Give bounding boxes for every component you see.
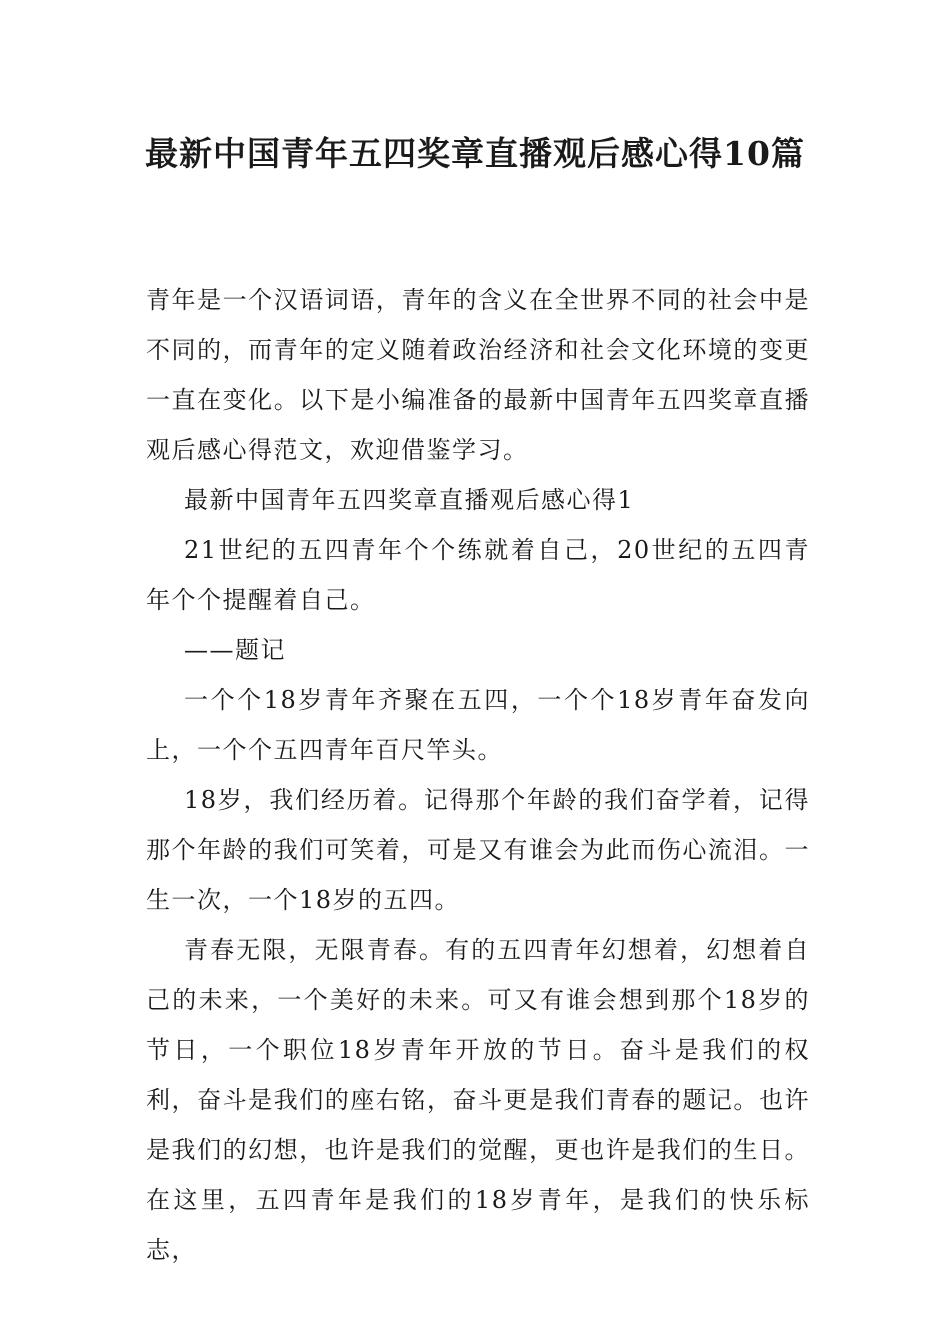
paragraph-epigraph-attribution: ——题记 xyxy=(184,636,286,664)
document-body xyxy=(146,275,810,1275)
paragraph-body: 一个个18岁青年齐聚在五四，一个个18岁青年奋发向上，一个个五四青年百尺竿头。 xyxy=(146,686,810,764)
paragraph-intro: 青年是一个汉语词语，青年的含义在全世界不同的社会中是不同的，而青年的定义随着政治经济和社会文化环境的变更一直在变化。以下是小编准备的最新中国青年五四奖章直播观后感心得范文，欢迎借鉴学习。 xyxy=(146,286,810,464)
paragraph-epigraph: 21世纪的五四青年个个练就着自己，20世纪的五四青年个个提醒着自己。 xyxy=(146,536,810,614)
document-title: 最新中国青年五四奖章直播观后感心得10篇 xyxy=(145,134,805,173)
paragraph-body: 青春无限，无限青春。有的五四青年幻想着，幻想着自己的未来，一个美好的未来。可又有谁会想到那个18岁的节日，一个职位18岁青年开放的节日。奋斗是我们的权利，奋斗是我们的座右铭，奋斗更是我们青春的题记。也许是我们的幻想，也许是我们的觉醒，更也许是我们的生日。在这里，五四青年是我们的18岁青年，是我们的快乐标志， xyxy=(146,936,810,1264)
paragraph-heading-1: 最新中国青年五四奖章直播观后感心得1 xyxy=(184,486,635,514)
paragraph-body: 18岁，我们经历着。记得那个年龄的我们奋学着，记得那个年龄的我们可笑着，可是又有谁会为此而伤心流泪。一生一次，一个18岁的五四。 xyxy=(146,786,810,914)
